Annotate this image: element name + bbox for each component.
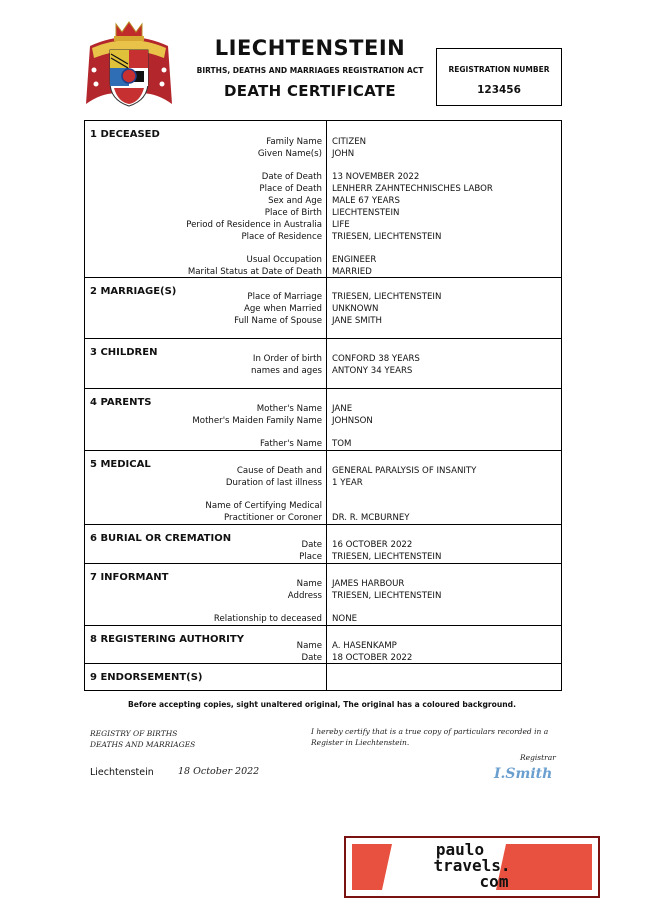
- row-burial-date: Date 16 OCTOBER 2022: [301, 540, 413, 550]
- row-mother: Mother's Name JANE: [256, 404, 353, 414]
- issue-date: 18 October 2022: [178, 766, 260, 777]
- logo-text: paulo travels. com: [433, 840, 511, 891]
- row-date-of-death: Date of Death 13 NOVEMBER 2022: [261, 172, 420, 182]
- paulo-travels-logo: [344, 836, 600, 898]
- section-marriage: [85, 277, 561, 338]
- authenticity-note: Before accepting copies, sight unaltered original, The original has a coloured background.: [128, 700, 516, 709]
- registry-name: REGISTRY OF BIRTHS DEATHS AND MARRIAGES: [90, 729, 196, 749]
- section-title: 1 DECEASED: [90, 129, 160, 140]
- section-parents: [85, 388, 561, 450]
- row-certifier: Practitioner or Coroner DR. R. MCBURNEY: [224, 513, 410, 523]
- section-children: [85, 338, 561, 388]
- registration-number: 123456: [477, 84, 521, 96]
- coat-of-arms-icon: [80, 18, 178, 114]
- row-duration: Duration of last illness 1 YEAR: [225, 478, 363, 488]
- section-deceased: [85, 121, 561, 277]
- row-place-of-death: Place of Death LENHERR ZAHNTECHNISCHES LABOR: [259, 184, 493, 194]
- row-marriage-age: Age when Married UNKNOWN: [243, 304, 379, 314]
- section-title: 3 CHILDREN: [90, 347, 158, 358]
- row-father: Father's Name TOM: [260, 439, 352, 449]
- registration-label: REGISTRATION NUMBER: [448, 65, 550, 74]
- row-marital-status: Marital Status at Date of Death MARRIED: [187, 267, 372, 277]
- section-title: 9 ENDORSEMENT(S): [90, 672, 203, 683]
- section-title: 6 BURIAL OR CREMATION: [90, 533, 232, 544]
- certification-statement: I hereby certify that is a true copy of particulars recorded in a Register in Liechtenstein.: [311, 727, 549, 747]
- section-authority: [85, 625, 561, 663]
- section-title: 8 REGISTERING AUTHORITY: [90, 634, 244, 645]
- row-family-name: Family Name CITIZEN: [266, 137, 367, 147]
- registrar-signature: I.Smith: [494, 766, 553, 782]
- section-informant: [85, 563, 561, 625]
- row-informant-name: Name JAMES HARBOUR: [296, 579, 405, 589]
- section-medical: [85, 450, 561, 524]
- certificate-table: [84, 120, 562, 691]
- row-burial-place: Place TRIESEN, LIECHTENSTEIN: [299, 552, 442, 562]
- registration-box: [436, 48, 562, 106]
- row-place-of-birth: Place of Birth LIECHTENSTEIN: [264, 208, 400, 218]
- country-title: LIECHTENSTEIN: [214, 36, 406, 60]
- row-place-of-residence: Place of Residence TRIESEN, LIECHTENSTEIN: [241, 232, 442, 242]
- row-certifier-label: Name of Certifying Medical: [205, 501, 322, 511]
- row-sex-age: Sex and Age MALE 67 YEARS: [268, 196, 400, 206]
- row-occupation: Usual Occupation ENGINEER: [246, 255, 377, 265]
- row-given-names: Given Name(s) JOHN: [257, 149, 355, 159]
- row-relationship: Relationship to deceased NONE: [213, 614, 358, 624]
- row-marriage-place: Place of Marriage TRIESEN, LIECHTENSTEIN: [247, 292, 442, 302]
- row-authority-date: Date 18 OCTOBER 2022: [301, 653, 413, 663]
- act-subtitle: BIRTHS, DEATHS AND MARRIAGES REGISTRATION ACT: [196, 66, 424, 75]
- section-title: 5 MEDICAL: [90, 459, 151, 470]
- registrar-label: Registrar: [520, 753, 556, 762]
- section-title: 4 PARENTS: [90, 397, 152, 408]
- row-mother-maiden: Mother's Maiden Family Name JOHNSON: [192, 416, 373, 426]
- row-spouse: Full Name of Spouse JANE SMITH: [234, 316, 382, 326]
- certificate-title: DEATH CERTIFICATE: [224, 82, 396, 100]
- section-title: 7 INFORMANT: [90, 572, 169, 583]
- issue-place: Liechtenstein: [90, 767, 154, 778]
- row-cause: Cause of Death and GENERAL PARALYSIS OF INSANITY: [236, 466, 477, 476]
- section-title: 2 MARRIAGE(S): [90, 286, 177, 297]
- row-residence-period: Period of Residence in Australia LIFE: [186, 220, 350, 230]
- row-informant-address: Address TRIESEN, LIECHTENSTEIN: [287, 591, 442, 601]
- row-children-1: In Order of birth CONFORD 38 YEARS: [252, 354, 420, 364]
- row-children-2: names and ages ANTONY 34 YEARS: [251, 366, 413, 376]
- section-endorsement: [85, 663, 561, 690]
- row-authority-name: Name A. HASENKAMP: [296, 641, 397, 651]
- section-burial: [85, 524, 561, 563]
